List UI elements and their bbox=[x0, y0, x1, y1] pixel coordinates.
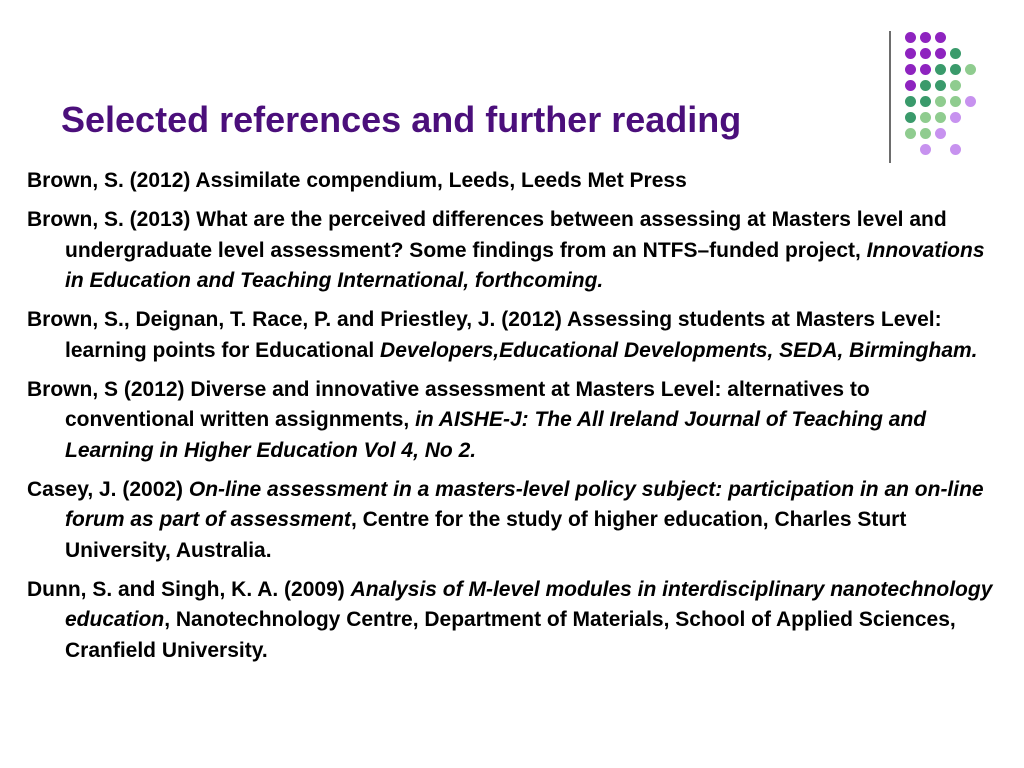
reference-item bbox=[27, 205, 1002, 297]
decor-dot bbox=[920, 64, 931, 75]
reference-text: Dunn, S. and Singh, K. A. (2009) bbox=[27, 577, 351, 601]
reference-text: Casey, J. (2002) bbox=[27, 477, 189, 501]
reference-text: , Nanotechnology Centre, Department of Materials, School of Applied Sciences, Cranfield University. bbox=[65, 608, 956, 662]
decor-dot bbox=[950, 112, 961, 123]
decor-dot bbox=[920, 32, 931, 43]
reference-list bbox=[27, 166, 1002, 675]
decor-dot bbox=[920, 96, 931, 107]
reference-italic-text: Analysis of M-level modules in interdisciplinary nanotechnology education bbox=[65, 577, 993, 631]
decor-dot bbox=[920, 48, 931, 59]
decor-dot bbox=[935, 112, 946, 123]
reference-text: Brown, S. (2013) What are the perceived differences between assessing at Masters level and undergraduate level assessment? Some findings from an NTFS–funded project, bbox=[27, 208, 947, 262]
reference-text: Brown, S. (2012) Assimilate compendium, Leeds, Leeds Met Press bbox=[27, 169, 687, 192]
decor-dot bbox=[920, 128, 931, 139]
reference-italic-text: On-line assessment in a masters-level policy subject: participation in an on-line forum as part of assessment bbox=[65, 477, 984, 531]
decor-dot bbox=[920, 144, 931, 155]
decor-dot bbox=[950, 96, 961, 107]
decor-dot bbox=[905, 32, 916, 43]
reference-item bbox=[27, 475, 1002, 567]
reference-italic-text: Innovations in Education and Teaching International, forthcoming. bbox=[65, 238, 985, 292]
decor-dot bbox=[965, 96, 976, 107]
decor-dot bbox=[950, 48, 961, 59]
decor-dot bbox=[905, 64, 916, 75]
reference-item bbox=[27, 375, 1002, 467]
reference-item bbox=[27, 575, 1002, 667]
decor-dot bbox=[905, 80, 916, 91]
reference-item bbox=[27, 305, 1002, 366]
decor-dot bbox=[965, 64, 976, 75]
decor-dot bbox=[935, 128, 946, 139]
reference-item bbox=[27, 166, 1002, 197]
reference-italic-text: in AISHE-J: The All Ireland Journal of Teaching and Learning in Higher Education Vol 4, No 2. bbox=[65, 408, 927, 462]
decor-dot bbox=[950, 64, 961, 75]
reference-text: Brown, S., Deignan, T. Race, P. and Priestley, J. (2012) Assessing students at Masters Level: learning points for Educational bbox=[27, 308, 942, 362]
decor-dot bbox=[905, 128, 916, 139]
decor-dot bbox=[905, 48, 916, 59]
reference-text: Brown, S (2012) Diverse and innovative assessment at Masters Level: alternatives to conventional written assignments, bbox=[27, 377, 870, 431]
decor-dot bbox=[935, 80, 946, 91]
decor-dot bbox=[905, 112, 916, 123]
decorative-dot-grid bbox=[900, 32, 980, 162]
decor-dot bbox=[950, 80, 961, 91]
slide-title: Selected references and further reading bbox=[61, 99, 742, 140]
decor-dot bbox=[935, 96, 946, 107]
vertical-divider bbox=[889, 31, 891, 163]
decor-dot bbox=[905, 96, 916, 107]
decor-dot bbox=[935, 32, 946, 43]
reference-text: , Centre for the study of higher education, Charles Sturt University, Australia. bbox=[65, 508, 907, 562]
decor-dot bbox=[920, 112, 931, 123]
decor-dot bbox=[920, 80, 931, 91]
decor-dot bbox=[935, 48, 946, 59]
decor-dot bbox=[935, 64, 946, 75]
reference-italic-text: Developers,Educational Developments, SEDA, Birmingham. bbox=[380, 338, 978, 362]
decor-dot bbox=[950, 144, 961, 155]
